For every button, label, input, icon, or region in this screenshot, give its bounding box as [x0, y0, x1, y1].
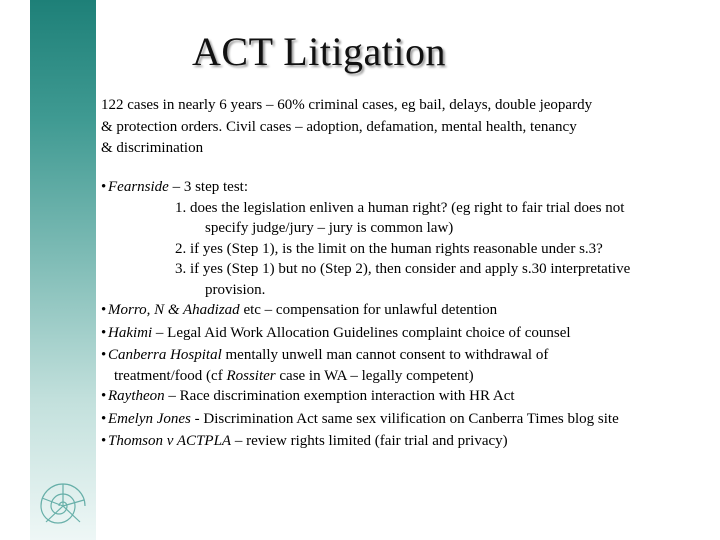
case-name: Raytheon [108, 388, 165, 404]
step-item [175, 239, 701, 260]
case-description: treatment/food (cf [114, 367, 227, 384]
case-name: Thomson v ACTPLA [108, 433, 232, 449]
step-text-continued: provision. [205, 281, 266, 298]
case-name: Morro, N & Ahadizad [108, 302, 240, 318]
step-item [175, 198, 701, 239]
case-name: Rossiter [226, 367, 276, 384]
step-item [175, 259, 701, 300]
case-name: Emelyn Jones [108, 410, 191, 427]
list-item [101, 386, 701, 407]
list-item [101, 431, 701, 452]
slide-title: ACT Litigation [192, 29, 447, 74]
case-description: case in WA – legally competent) [275, 367, 474, 384]
case-description: – review rights limited (fair trial and privacy) [231, 433, 508, 449]
case-description-continued [108, 366, 701, 387]
intro-line: & discrimination [101, 140, 204, 156]
list-item-fearnside [101, 177, 701, 198]
step-text: 3. if yes (Step 1) but no (Step 2), then consider and apply s.30 interpretative [175, 261, 631, 277]
bullet: • [101, 410, 107, 427]
step-text-continued: specify judge/jury – jury is common law) [205, 220, 454, 236]
case-name: Canberra Hospital [108, 347, 222, 363]
intro-paragraph [101, 95, 661, 160]
case-description: - Discrimination Act same sex vilification on Canberra Times blog site [190, 410, 619, 427]
bullet: • [101, 388, 107, 404]
step-list [101, 198, 701, 301]
case-name: Hakimi [108, 324, 153, 341]
list-item [101, 409, 701, 430]
sidebar-gradient-band [30, 0, 96, 540]
case-description: mentally unwell man cannot consent to withdrawal of [221, 347, 549, 363]
bullet: • [101, 347, 107, 363]
case-description: – 3 step test: [168, 179, 248, 195]
case-description: etc – compensation for unlawful detention [239, 302, 498, 318]
step-text: 1. does the legislation enliven a human right? (eg right to fair trial does not [175, 199, 625, 216]
intro-line: 122 cases in nearly 6 years – 60% criminal cases, eg bail, delays, double jeopardy [101, 97, 593, 113]
case-description: – Race discrimination exemption interaction with HR Act [164, 388, 515, 404]
list-item [101, 323, 701, 344]
bullet: • [101, 179, 107, 195]
list-item [101, 345, 701, 386]
step-text: 2. if yes (Step 1), is the limit on the human rights reasonable under s.3? [175, 240, 603, 257]
case-name: Fearnside [108, 179, 169, 195]
bullet: • [101, 302, 107, 318]
case-description: – Legal Aid Work Allocation Guidelines complaint choice of counsel [152, 324, 571, 341]
nautilus-shell-icon [32, 476, 94, 532]
bullet: • [101, 433, 107, 449]
intro-line: & protection orders. Civil cases – adoption, defamation, mental health, tenancy [101, 118, 577, 135]
case-list [101, 177, 701, 452]
bullet: • [101, 324, 107, 341]
list-item [101, 300, 701, 321]
